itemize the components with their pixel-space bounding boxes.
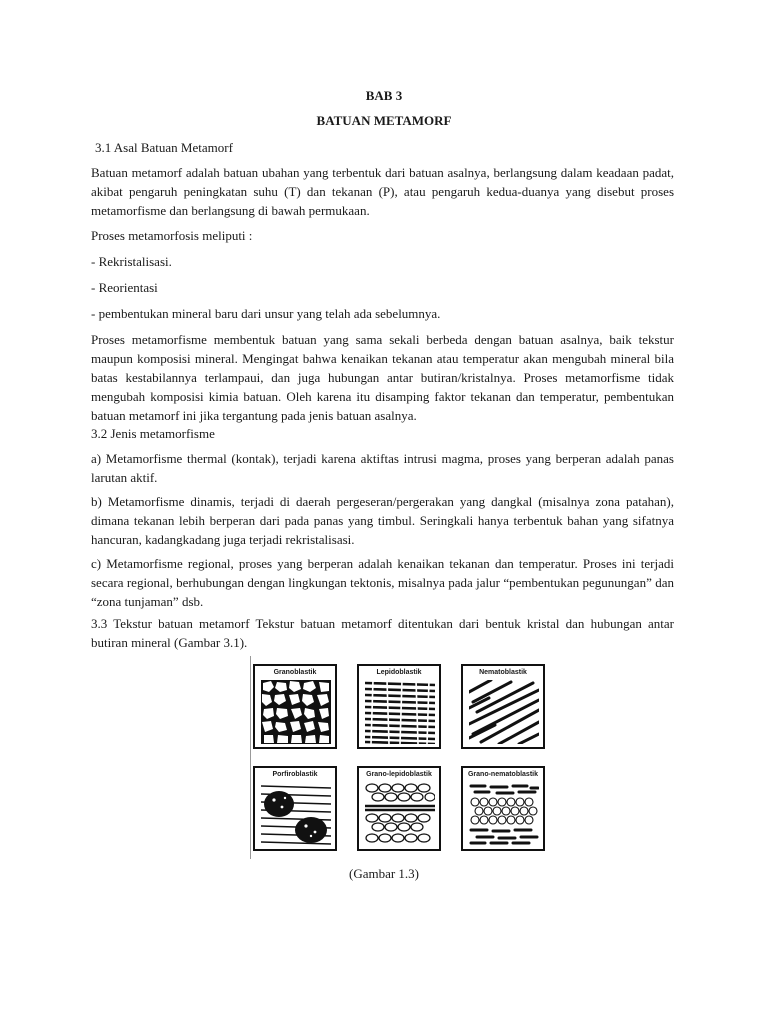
paragraph-regional: c) Metamorfisme regional, proses yang berperan adalah kenaikan tekanan dan temperatur. Proses ini terjadi secara regional, berhubungan dengan lingkungan tektonis, misalnya pada jalur “pembentukan pegunungan” dan “zona tunjaman” dsb. [91,556,674,609]
panel-label: Lepidoblastik [376,669,422,676]
porphyroblastic-texture [261,782,331,846]
list-item: - Reorientasi [91,280,158,295]
grano-nematoblastic-texture [469,782,539,846]
paragraph-texture: 3.3 Tekstur batuan metamorf Tekstur batuan metamorf ditentukan dari bentuk kristal dan hubungan antar butiran mineral (Gambar 3.1). [91,616,674,650]
chapter-number: BAB 3 [365,88,403,103]
list-item: - Rekristalisasi. [91,254,172,269]
list-item: - pembentukan mineral baru dari unsur yang telah ada sebelumnya. [91,306,441,321]
grano-lepidoblastic-texture [365,782,435,846]
panel-porfiroblastik [253,766,337,851]
panel-label: Grano-lepidoblastik [366,771,432,778]
paragraph-process: Proses metamorfisme membentuk batuan yang sama sekali berbeda dengan batuan asalnya, baik tekstur maupun komposisi mineral. Mengingat bahwa kenaikan tekanan atau temperatur akan mengubah mineral bila batas kestabilannya terlampaui, dan juga hubungan antar butiran/kristalnya. Proses metamorfisme tidak mengubah komposisi kimia batuan. Oleh karena itu disamping faktor tekanan dan temperatur, pembentukan batuan metamorf ini jika tergantung pada jenis batuan asalnya. [91,332,674,423]
section-heading-3-1: 3.1 Asal Batuan Metamorf [95,140,233,155]
lepidoblastic-texture [365,680,435,744]
panel-label: Nematoblastik [479,669,527,676]
panel-label: Grano-nematoblastik [467,771,538,778]
panel-lepidoblastik [357,664,441,749]
texture-figure [250,656,547,859]
figure-caption: (Gambar 1.3) [348,866,420,881]
panel-label: Porfiroblastik [272,771,318,778]
panel-granoblastik [253,664,337,749]
panel-grano-lepidoblastik [357,766,441,851]
chapter-title: BATUAN METAMORF [316,113,452,128]
granoblastic-texture [261,680,331,744]
paragraph-definition: Batuan metamorf adalah batuan ubahan yang terbentuk dari batuan asalnya, berlangsung dalam keadaan padat, akibat pengaruh peningkatan suhu (T) dan tekanan (P), atau pengaruh kedua-duanya yang disebut proses metamorfisme dan berlangsung di bawah permukaan. [91,165,674,218]
process-intro: Proses metamorfosis meliputi : [91,228,253,243]
nematoblastic-texture [469,680,539,744]
panel-label: Granoblastik [273,669,317,676]
section-heading-3-2: 3.2 Jenis metamorfisme [91,426,215,441]
panel-nematoblastik [461,664,545,749]
paragraph-dynamic: b) Metamorfisme dinamis, terjadi di daerah pergeseran/pergerakan yang dangkal (misalnya zona patahan), dimana tekanan lebih berperan dari pada panas yang timbul. Seringkali hanya terbentuk bahan yang sifatnya hancuran, kadangkadang juga terjadi rekristalisasi. [91,494,674,547]
paragraph-thermal: a) Metamorfisme thermal (kontak), terjadi karena aktiftas intrusi magma, proses yang berperan adalah panas larutan aktif. [91,451,674,485]
panel-grano-nematoblastik [461,766,545,851]
